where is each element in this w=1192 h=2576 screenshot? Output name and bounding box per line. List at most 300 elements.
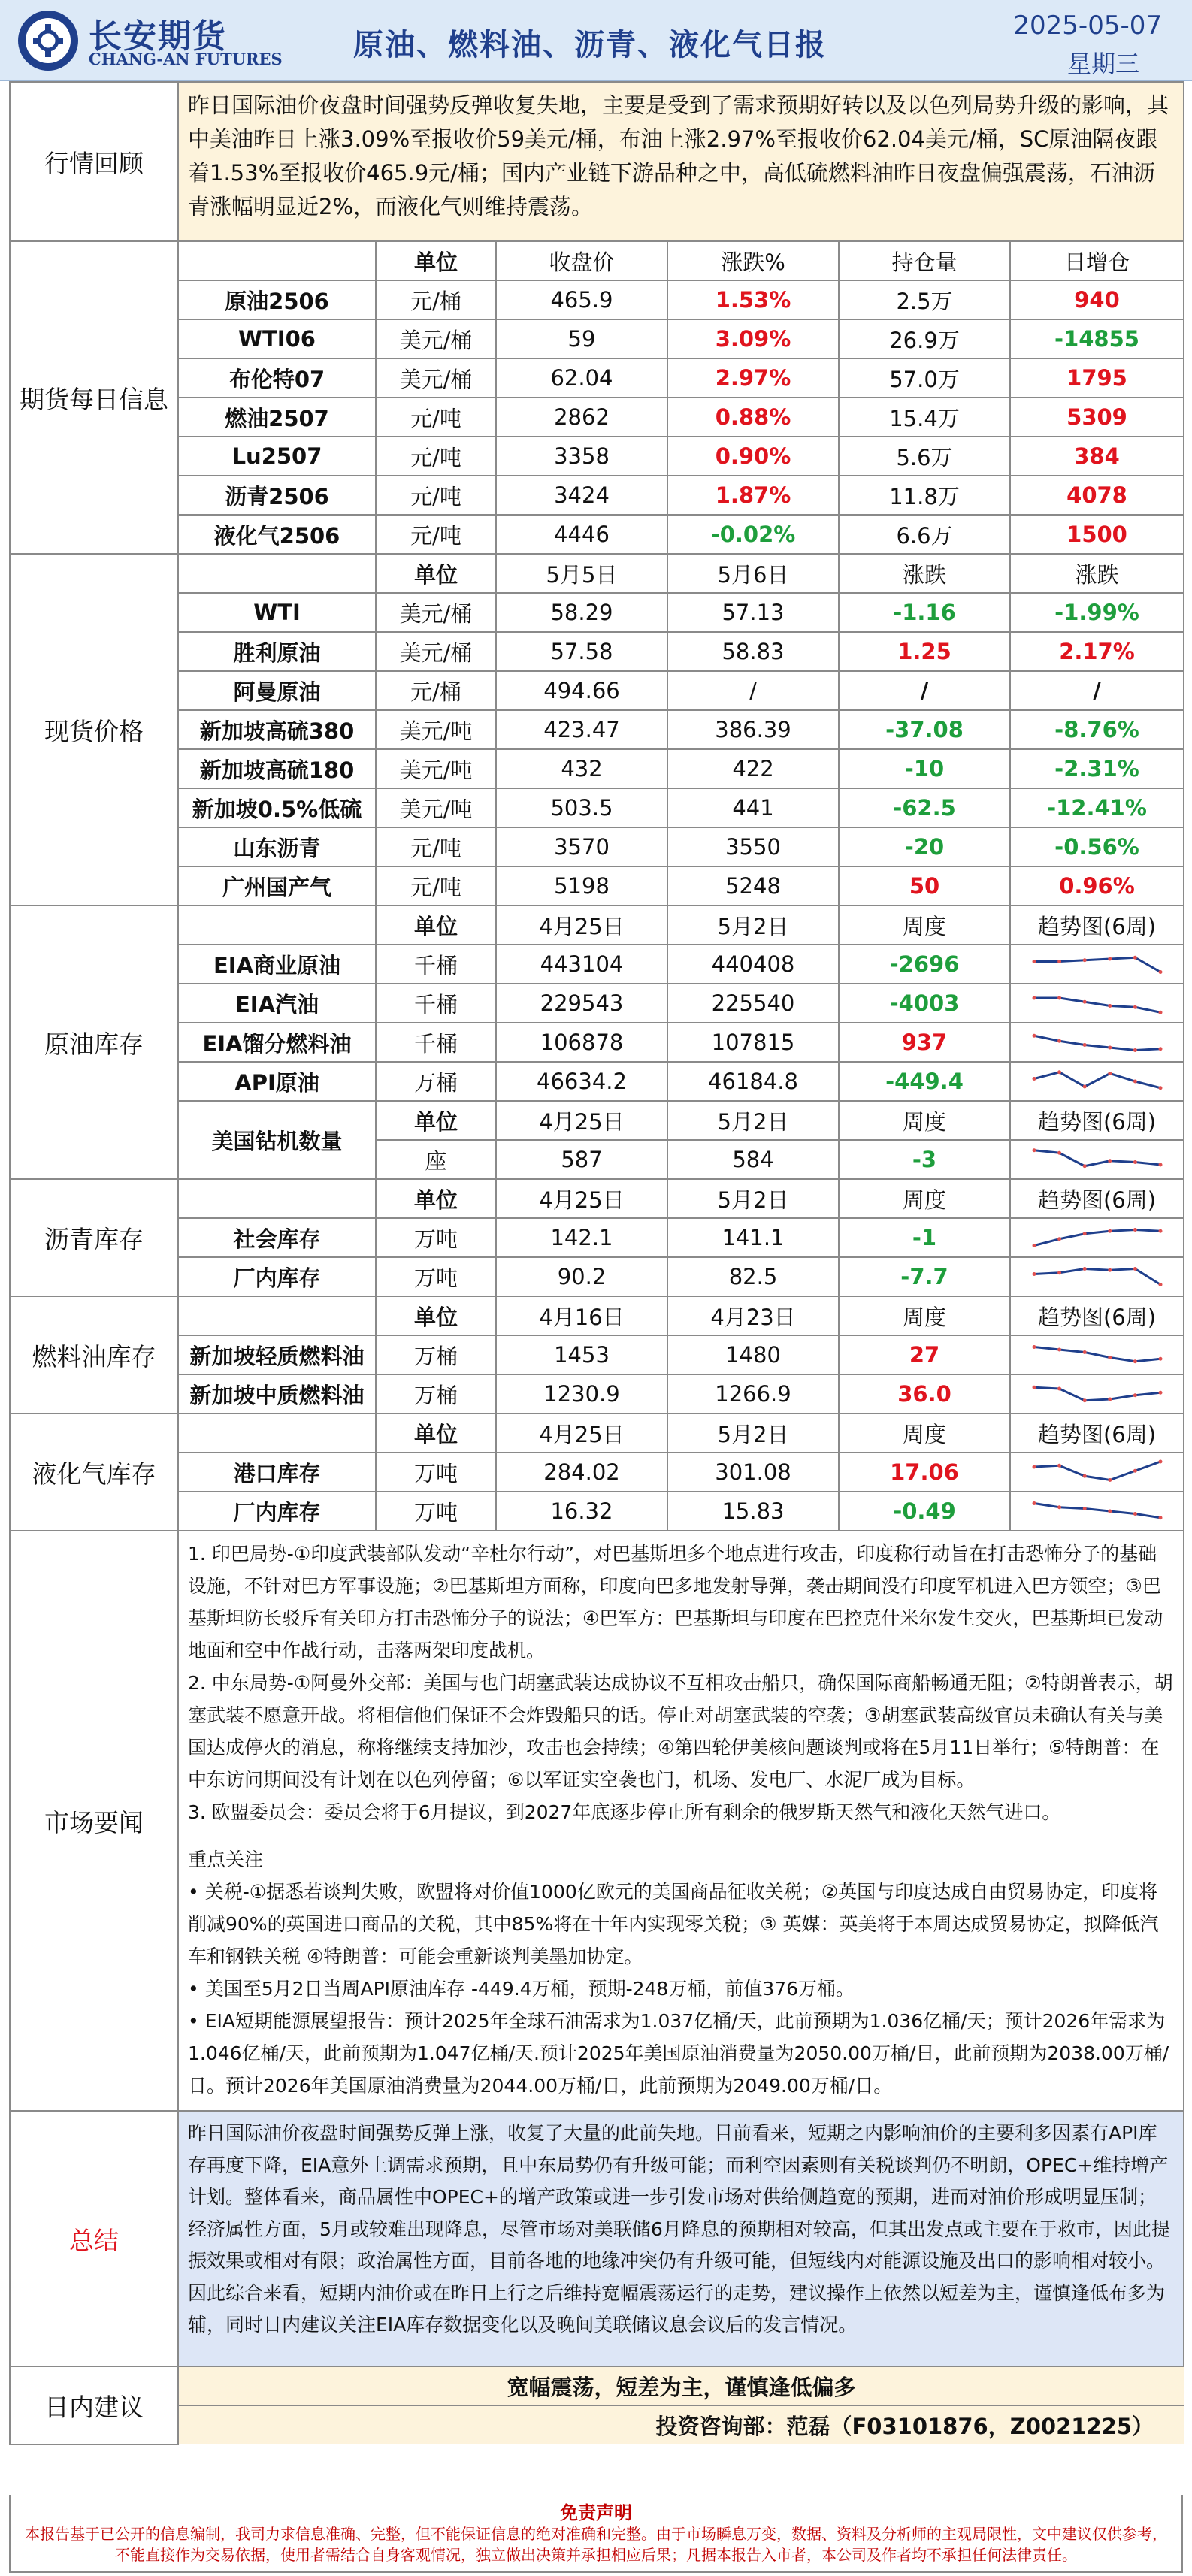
- trend-point: [1108, 957, 1112, 961]
- table-row: [10, 1179, 1184, 1218]
- close-price: 3424: [496, 476, 667, 515]
- table-row: [10, 1296, 1184, 1335]
- trend-point: [1082, 958, 1086, 962]
- price-d2: 3550: [667, 827, 839, 866]
- unit: 元/吨: [376, 827, 496, 866]
- trend-point: [1108, 1159, 1112, 1163]
- report-title: 原油、燃料油、沥青、液化气日报: [353, 28, 827, 62]
- change: -10: [839, 749, 1010, 788]
- price-d1: 5198: [496, 866, 667, 906]
- table-row: [10, 749, 1184, 788]
- price-d2: 441: [667, 788, 839, 827]
- table-row: [10, 319, 1184, 358]
- trend-line: [1034, 1347, 1160, 1362]
- unit: 万桶: [376, 1062, 496, 1101]
- value-d2: 584: [667, 1140, 839, 1179]
- section-label: 液化气库存: [10, 1413, 178, 1531]
- column-header: 收盘价: [496, 241, 667, 280]
- row-name: 原油2506: [178, 280, 376, 319]
- trend-point: [1133, 1359, 1136, 1363]
- trend-point: [1158, 1283, 1162, 1286]
- trend-sparkline: [1030, 949, 1165, 979]
- table-row: [10, 1531, 1184, 2111]
- trend-point: [1057, 1348, 1061, 1352]
- open-interest: 26.9万: [839, 319, 1010, 358]
- table-row: [10, 476, 1184, 515]
- unit: 万吨: [376, 1453, 496, 1492]
- change-pct: /: [1010, 671, 1184, 710]
- row-name: 新加坡高硫380: [178, 710, 376, 749]
- change-pct: -8.76%: [1010, 710, 1184, 749]
- column-header: 4月23日: [667, 1296, 839, 1335]
- section-label: 现货价格: [10, 554, 178, 906]
- table-row: [10, 593, 1184, 632]
- price-d2: 57.13: [667, 593, 839, 632]
- value-d2: 107815: [667, 1023, 839, 1062]
- trend-line: [1034, 957, 1160, 972]
- trend-line: [1034, 1036, 1160, 1050]
- trend-point: [1108, 1229, 1112, 1233]
- trend-point: [1158, 1516, 1162, 1519]
- row-name: 燃油2507: [178, 398, 376, 437]
- trend-point: [1133, 1160, 1136, 1164]
- value-d1: 16.32: [496, 1492, 667, 1531]
- table-row: [10, 2111, 1184, 2366]
- unit: 美元/吨: [376, 710, 496, 749]
- unit: 元/桶: [376, 671, 496, 710]
- trend-point: [1057, 996, 1061, 1000]
- trend-chart: [1010, 1453, 1184, 1492]
- trend-chart: [1010, 984, 1184, 1023]
- trend-point: [1057, 1505, 1061, 1509]
- trend-sparkline: [1030, 1262, 1165, 1292]
- trend-sparkline: [1030, 1027, 1165, 1057]
- trend-point: [1158, 1086, 1162, 1090]
- table-row: [10, 2366, 1184, 2405]
- table-row: [10, 906, 1184, 945]
- table-row: [10, 710, 1184, 749]
- table-row: [10, 2405, 1184, 2444]
- news-paragraph: 重点关注: [188, 1849, 264, 1870]
- trend-chart: [1010, 1062, 1184, 1101]
- value-d2: 82.5: [667, 1257, 839, 1296]
- change: 50: [839, 866, 1010, 906]
- column-header: 趋势图(6周): [1010, 1413, 1184, 1453]
- column-header: 5月6日: [667, 554, 839, 593]
- row-name: EIA馏分燃料油: [178, 1023, 376, 1062]
- column-header: 周度: [839, 1179, 1010, 1218]
- unit: 美元/桶: [376, 358, 496, 398]
- trend-chart: [1010, 1492, 1184, 1531]
- trend-point: [1108, 1356, 1112, 1359]
- price-d1: 423.47: [496, 710, 667, 749]
- section-label: 总结: [10, 2111, 178, 2366]
- row-name: 新加坡0.5%低硫: [178, 788, 376, 827]
- header-blank: [178, 241, 376, 280]
- table-row: [10, 358, 1184, 398]
- table-row: [10, 945, 1184, 984]
- unit: 座: [376, 1140, 496, 1179]
- trend-point: [1082, 1398, 1086, 1402]
- section-label: 期货每日信息: [10, 241, 178, 554]
- trend-point: [1057, 1070, 1061, 1074]
- column-header: 4月16日: [496, 1296, 667, 1335]
- daily-add: 4078: [1010, 476, 1184, 515]
- column-header: 单位: [376, 1413, 496, 1453]
- close-price: 2862: [496, 398, 667, 437]
- open-interest: 57.0万: [839, 358, 1010, 398]
- open-interest: 2.5万: [839, 280, 1010, 319]
- section-label: 沥青库存: [10, 1179, 178, 1296]
- value-d2: 46184.8: [667, 1062, 839, 1101]
- table-row: [10, 827, 1184, 866]
- trend-point: [1032, 996, 1036, 1000]
- column-header: 趋势图(6周): [1010, 1101, 1184, 1140]
- trend-point: [1032, 1244, 1036, 1247]
- column-header: 单位: [376, 1296, 496, 1335]
- news-paragraph: [188, 1828, 1174, 1843]
- open-interest: 15.4万: [839, 398, 1010, 437]
- trend-point: [1158, 1460, 1162, 1464]
- price-d2: 5248: [667, 866, 839, 906]
- trend-point: [1108, 1478, 1112, 1482]
- table-row: [10, 1218, 1184, 1257]
- analyst-line: 投资咨询部：范磊（F03101876，Z0021225）: [178, 2405, 1184, 2444]
- header-blank: [178, 554, 376, 593]
- change-pct: -1.99%: [1010, 593, 1184, 632]
- trend-chart: [1010, 1374, 1184, 1413]
- report-header: [0, 0, 1192, 81]
- table-row: [10, 398, 1184, 437]
- weekly-change: 937: [839, 1023, 1010, 1062]
- value-d2: 1480: [667, 1335, 839, 1374]
- trend-point: [1032, 1501, 1036, 1505]
- trend-point: [1158, 1047, 1162, 1051]
- trend-sparkline: [1030, 1379, 1165, 1409]
- trend-point: [1158, 1357, 1162, 1361]
- trend-point: [1057, 960, 1061, 963]
- trend-point: [1082, 1043, 1086, 1047]
- change-pct: 2.97%: [667, 358, 839, 398]
- trend-point: [1133, 1267, 1136, 1271]
- trend-point: [1032, 1077, 1036, 1081]
- column-header: 周度: [839, 1413, 1010, 1453]
- weekly-change: -4003: [839, 984, 1010, 1023]
- header-blank: [178, 1179, 376, 1218]
- column-header: 单位: [376, 1179, 496, 1218]
- unit: 美元/桶: [376, 319, 496, 358]
- trend-sparkline: [1030, 1066, 1165, 1096]
- unit: 元/吨: [376, 437, 496, 476]
- table-row: [10, 984, 1184, 1023]
- unit: 万桶: [376, 1374, 496, 1413]
- trend-sparkline: [1030, 988, 1165, 1018]
- unit: 万吨: [376, 1492, 496, 1531]
- column-header: 趋势图(6周): [1010, 1179, 1184, 1218]
- value-d1: 46634.2: [496, 1062, 667, 1101]
- row-name: Lu2507: [178, 437, 376, 476]
- trend-point: [1158, 970, 1162, 974]
- value-d1: 1453: [496, 1335, 667, 1374]
- trend-point: [1108, 1268, 1112, 1272]
- table-row: [10, 1101, 1184, 1140]
- value-d1: 142.1: [496, 1218, 667, 1257]
- daily-add: -14855: [1010, 319, 1184, 358]
- news-paragraph: • 美国至5月2日当周API原油库存 -449.4万桶，预期-248万桶，前值376万桶。: [188, 1978, 855, 2000]
- table-row: [10, 1062, 1184, 1101]
- trend-point: [1057, 1464, 1061, 1468]
- value-d1: 1230.9: [496, 1374, 667, 1413]
- header-blank: [178, 1413, 376, 1453]
- price-d1: 58.29: [496, 593, 667, 632]
- trend-sparkline: [1030, 1340, 1165, 1370]
- trend-line: [1034, 998, 1160, 1012]
- trend-point: [1082, 1164, 1086, 1168]
- change: -37.08: [839, 710, 1010, 749]
- change-pct: 0.90%: [667, 437, 839, 476]
- report-table: [9, 81, 1184, 2445]
- table-row: [10, 1374, 1184, 1413]
- unit: 千桶: [376, 1023, 496, 1062]
- row-name: WTI06: [178, 319, 376, 358]
- table-row: [10, 515, 1184, 554]
- row-name: API原油: [178, 1062, 376, 1101]
- value-d1: 90.2: [496, 1257, 667, 1296]
- price-d2: /: [667, 671, 839, 710]
- weekly-change: 27: [839, 1335, 1010, 1374]
- trend-chart: [1010, 1140, 1184, 1179]
- value-d1: 106878: [496, 1023, 667, 1062]
- change-pct: -0.56%: [1010, 827, 1184, 866]
- trend-point: [1057, 1387, 1061, 1391]
- value-d2: 141.1: [667, 1218, 839, 1257]
- price-d2: 386.39: [667, 710, 839, 749]
- column-header: 单位: [376, 1101, 496, 1140]
- value-d2: 15.83: [667, 1492, 839, 1531]
- value-d1: 284.02: [496, 1453, 667, 1492]
- brand-name: 长安期货: [89, 17, 227, 56]
- weekly-change: -1: [839, 1218, 1010, 1257]
- trend-point: [1032, 1386, 1036, 1389]
- trend-point: [1158, 1011, 1162, 1014]
- change: -20: [839, 827, 1010, 866]
- trend-point: [1082, 1085, 1086, 1089]
- trend-chart: [1010, 1023, 1184, 1062]
- disclaimer-text: 本报告基于已公开的信息编制，我司力求信息准确、完整，但不能保证信息的绝对准确和完整。由于市场瞬息万变，数据、资料及分析师的主观局限性，文中建议仅供参考，不能直接作为交易依据，使用者需结合自身客观情况，独立做出决策并承担相应后果；凡据本报告入市者，本公司及作者均不承担任何法律责任。: [25, 2525, 1167, 2564]
- price-d2: 58.83: [667, 632, 839, 671]
- row-name: 厂内库存: [178, 1492, 376, 1531]
- column-header: 周度: [839, 1296, 1010, 1335]
- trend-point: [1133, 1512, 1136, 1516]
- trend-point: [1082, 1267, 1086, 1271]
- daily-add: 5309: [1010, 398, 1184, 437]
- trend-point: [1158, 1391, 1162, 1395]
- unit: 千桶: [376, 984, 496, 1023]
- close-price: 4446: [496, 515, 667, 554]
- trend-point: [1108, 1004, 1112, 1008]
- value-d1: 587: [496, 1140, 667, 1179]
- row-name: 广州国产气: [178, 866, 376, 906]
- trend-point: [1032, 1034, 1036, 1038]
- trend-line: [1034, 1230, 1160, 1246]
- daily-add: 940: [1010, 280, 1184, 319]
- open-interest: 5.6万: [839, 437, 1010, 476]
- table-row: [10, 1023, 1184, 1062]
- unit: 万吨: [376, 1218, 496, 1257]
- trend-point: [1082, 1507, 1086, 1510]
- header-blank: [178, 906, 376, 945]
- brand-name-en: CHANG-AN FUTURES: [89, 50, 283, 68]
- column-header: 4月25日: [496, 906, 667, 945]
- disclaimer: [9, 2495, 1183, 2573]
- trend-point: [1057, 1039, 1061, 1043]
- trend-point: [1032, 1345, 1036, 1349]
- section-label: 日内建议: [10, 2366, 178, 2444]
- change: -62.5: [839, 788, 1010, 827]
- trend-point: [1108, 1072, 1112, 1075]
- column-header: 涨跌: [839, 554, 1010, 593]
- trend-line: [1034, 1387, 1160, 1401]
- value-d1: 229543: [496, 984, 667, 1023]
- price-d1: 432: [496, 749, 667, 788]
- row-name: 新加坡轻质燃料油: [178, 1335, 376, 1374]
- unit: 美元/桶: [376, 632, 496, 671]
- price-d1: 503.5: [496, 788, 667, 827]
- trend-line: [1034, 1072, 1160, 1088]
- row-name: 社会库存: [178, 1218, 376, 1257]
- row-name: WTI: [178, 593, 376, 632]
- column-header: 趋势图(6周): [1010, 1296, 1184, 1335]
- news-paragraph: 3. 欧盟委员会：委员会将于6月提议，到2027年底逐步停止所有剩余的俄罗斯天然气和液化天然气进口。: [188, 1801, 1061, 1823]
- trend-chart: [1010, 1218, 1184, 1257]
- trend-point: [1032, 1465, 1036, 1469]
- weekly-change: -449.4: [839, 1062, 1010, 1101]
- change: -1.16: [839, 593, 1010, 632]
- news-paragraph: • EIA短期能源展望报告：预计2025年全球石油需求为1.037亿桶/天，此前预期为1.036亿桶/天；预计2026年需求为1.046亿桶/天，此前预期为1.047亿桶/天.预计2025年美国原油消费量为2050.00万桶/日，此前预期为2038.00万桶/日。预计2026年美国原油消费量为2044.00万桶/日，此前预期为2049.00万桶/日。: [188, 2010, 1169, 2097]
- change-pct: -12.41%: [1010, 788, 1184, 827]
- trend-point: [1108, 1046, 1112, 1050]
- column-header: 单位: [376, 554, 496, 593]
- trend-chart: [1010, 1335, 1184, 1374]
- trend-sparkline: [1030, 1144, 1165, 1175]
- trend-point: [1133, 956, 1136, 960]
- column-header: 涨跌: [1010, 554, 1184, 593]
- weekly-change: -3: [839, 1140, 1010, 1179]
- section-label: 行情回顾: [10, 82, 178, 241]
- trend-chart: [1010, 1257, 1184, 1296]
- section-label: 原油库存: [10, 906, 178, 1179]
- price-d2: 422: [667, 749, 839, 788]
- price-d1: 494.66: [496, 671, 667, 710]
- trend-point: [1108, 1510, 1112, 1513]
- trend-point: [1133, 1469, 1136, 1473]
- column-header: 日增仓: [1010, 241, 1184, 280]
- trend-sparkline: [1030, 1496, 1165, 1526]
- daily-add: 1795: [1010, 358, 1184, 398]
- value-d2: 225540: [667, 984, 839, 1023]
- change-pct: -2.31%: [1010, 749, 1184, 788]
- column-header: 涨跌%: [667, 241, 839, 280]
- row-name: 阿曼原油: [178, 671, 376, 710]
- close-price: 465.9: [496, 280, 667, 319]
- trend-point: [1133, 1048, 1136, 1052]
- row-name: 胜利原油: [178, 632, 376, 671]
- news-content: [178, 1531, 1184, 2111]
- trend-point: [1057, 1271, 1061, 1274]
- change-pct: 1.53%: [667, 280, 839, 319]
- change-pct: 3.09%: [667, 319, 839, 358]
- value-d2: 301.08: [667, 1453, 839, 1492]
- chang-an-logo-icon: [15, 8, 81, 74]
- row-name: EIA商业原油: [178, 945, 376, 984]
- column-header: 持仓量: [839, 241, 1010, 280]
- trend-line: [1034, 1150, 1160, 1166]
- section-label: 市场要闻: [10, 1531, 178, 2111]
- column-header: 5月2日: [667, 1179, 839, 1218]
- unit: 元/桶: [376, 280, 496, 319]
- unit: 元/吨: [376, 476, 496, 515]
- unit: 元/吨: [376, 515, 496, 554]
- row-name: 布伦特07: [178, 358, 376, 398]
- change-pct: 2.17%: [1010, 632, 1184, 671]
- unit: 美元/桶: [376, 593, 496, 632]
- column-header: 5月2日: [667, 1413, 839, 1453]
- table-row: [10, 1492, 1184, 1531]
- change-pct: 0.96%: [1010, 866, 1184, 906]
- column-header: 单位: [376, 906, 496, 945]
- daily-add: 384: [1010, 437, 1184, 476]
- weekly-change: -0.49: [839, 1492, 1010, 1531]
- trend-point: [1082, 1350, 1086, 1354]
- table-row: [10, 280, 1184, 319]
- table-row: [10, 866, 1184, 906]
- open-interest: 6.6万: [839, 515, 1010, 554]
- trend-point: [1133, 1005, 1136, 1009]
- price-d1: 57.58: [496, 632, 667, 671]
- price-d1: 3570: [496, 827, 667, 866]
- column-header: 5月2日: [667, 906, 839, 945]
- change-pct: -0.02%: [667, 515, 839, 554]
- review-text: 昨日国际油价夜盘时间强势反弹收复失地，主要是受到了需求预期好转以及以色列局势升级的影响，其中美油昨日上涨3.09%至报收价59美元/桶，布油上涨2.97%至报收价62.04美元/桶，SC原油隔夜跟着1.53%至报收价465.9元/桶；国内产业链下游品种之中，高低硫燃料油昨日夜盘偏强震荡，石油沥青涨幅明显近2%，而液化气则维持震荡。: [178, 82, 1184, 241]
- trend-point: [1057, 1151, 1061, 1155]
- trend-point: [1133, 1393, 1136, 1397]
- summary-text: 昨日国际油价夜盘时间强势反弹上涨，收复了大量的此前失地。目前看来，短期之内影响油价的主要利多因素有API库存再度下降，EIA意外上调需求预期，且中东局势仍有升级可能；而利空因素则有关税谈判仍不明朗，OPEC+维持增产计划。整体看来，商品属性中OPEC+的增产政策或进一步引发市场对供给侧趋宽的预期，进而对油价形成明显压制；经济属性方面，5月或较难出现降息，尽管市场对美联储6月降息的预期相对较高，但其出发点或主要在于救市，因此提振效果或相对有限；政治属性方面，目前各地的地缘冲突仍有升级可能，但短线内对能源设施及出口的影响相对较小。因此综合来看，短期内油价或在昨日上行之后维持宽幅震荡运行的走势，建议操作上依然以短差为主，谨慎逢低布多为辅，同时日内建议关注EIA库存数据变化以及晚间美联储议息会议后的发言情况。: [178, 2111, 1184, 2366]
- weekly-change: 17.06: [839, 1453, 1010, 1492]
- close-price: 3358: [496, 437, 667, 476]
- section-label: 燃料油库存: [10, 1296, 178, 1413]
- trend-point: [1082, 1232, 1086, 1235]
- row-name: 厂内库存: [178, 1257, 376, 1296]
- trend-point: [1032, 960, 1036, 963]
- report-weekday: 星期三: [1066, 50, 1139, 78]
- trend-chart: [1010, 945, 1184, 984]
- table-row: [10, 1413, 1184, 1453]
- table-row: [10, 788, 1184, 827]
- value-d2: 440408: [667, 945, 839, 984]
- row-name: 新加坡高硫180: [178, 749, 376, 788]
- column-header: 4月25日: [496, 1101, 667, 1140]
- unit: 美元/吨: [376, 788, 496, 827]
- column-header: 5月2日: [667, 1101, 839, 1140]
- trend-point: [1032, 1148, 1036, 1152]
- trend-point: [1108, 1398, 1112, 1401]
- header-blank: [178, 1296, 376, 1335]
- column-header: 5月5日: [496, 554, 667, 593]
- close-price: 59: [496, 319, 667, 358]
- change-pct: 0.88%: [667, 398, 839, 437]
- value-d1: 443104: [496, 945, 667, 984]
- trend-point: [1082, 1474, 1086, 1478]
